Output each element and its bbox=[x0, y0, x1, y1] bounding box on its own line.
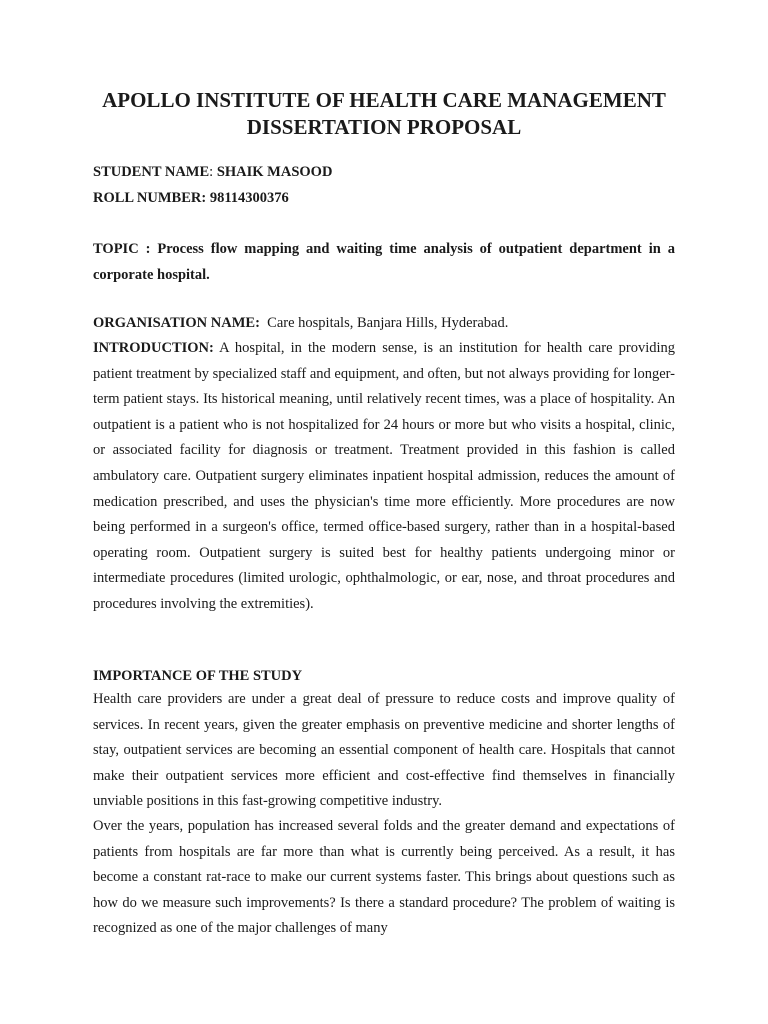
student-name-colon: : bbox=[209, 164, 214, 180]
importance-heading: IMPORTANCE OF THE STUDY bbox=[93, 668, 303, 684]
organisation-label: ORGANISATION NAME: bbox=[93, 315, 260, 331]
importance-paragraph-2: Over the years, population has increased several folds and the greater demand and expectations of patients from hospitals are far more than what is currently being perceived. As a result, it has become a constant rat-race to make our current systems faster. This brings about questions such as how do we measure such improvements? Is there a standard procedure? The problem of waiting is recognized as one of the major challenges of many bbox=[93, 818, 675, 937]
student-name-label: STUDENT NAME bbox=[93, 164, 210, 180]
organisation-line bbox=[93, 315, 508, 332]
introduction-text: A hospital, in the modern sense, is an institution for health care providing patient treatment by specialized staff and equipment, and often, but not always providing for longer-term patient stays. Its historical meaning, until relatively recent times, was a place of hospitality. An outpatient is a patient who is not hospitalized for 24 hours or more but who visits a hospital, clinic, or associated facility for diagnosis or treatment. Treatment provided in this fashion is called ambulatory care. Outpatient surgery eliminates inpatient hospital admission, reduces the amount of medication prescribed, and uses the physician's time more efficiently. More procedures are now being performed in a surgeon's office, termed office-based surgery, rather than in a hospital-based operating room. Outpatient surgery is suited best for healthy patients undergoing minor or intermediate procedures (limited urologic, ophthalmologic, or ear, nose, and throat procedures and procedures involving the extremities). bbox=[93, 340, 675, 612]
introduction-label: INTRODUCTION: bbox=[93, 340, 214, 356]
student-name-line bbox=[93, 164, 332, 181]
introduction-paragraph bbox=[93, 336, 675, 618]
student-name-value: SHAIK MASOOD bbox=[213, 164, 333, 180]
title-line-1: APOLLO INSTITUTE OF HEALTH CARE MANAGEMENT bbox=[102, 88, 666, 112]
title-line-2: DISSERTATION PROPOSAL bbox=[246, 115, 522, 139]
topic-paragraph: TOPIC : Process flow mapping and waiting time analysis of outpatient department in a corporate hospital. bbox=[93, 241, 675, 283]
organisation-value: Care hospitals, Banjara Hills, Hyderabad. bbox=[267, 315, 509, 331]
importance-paragraph-1: Health care providers are under a great deal of pressure to reduce costs and improve quality of services. In recent years, given the greater emphasis on preventive medicine and shorter lengths of stay, outpatient services are becoming an essential component of health care. Hospitals that cannot make their outpatient services more efficient and cost-effective find themselves in financially unviable positions in this fast-growing competitive industry. bbox=[93, 691, 675, 810]
document-title bbox=[60, 87, 708, 141]
roll-number-line: ROLL NUMBER: 98114300376 bbox=[93, 190, 289, 206]
